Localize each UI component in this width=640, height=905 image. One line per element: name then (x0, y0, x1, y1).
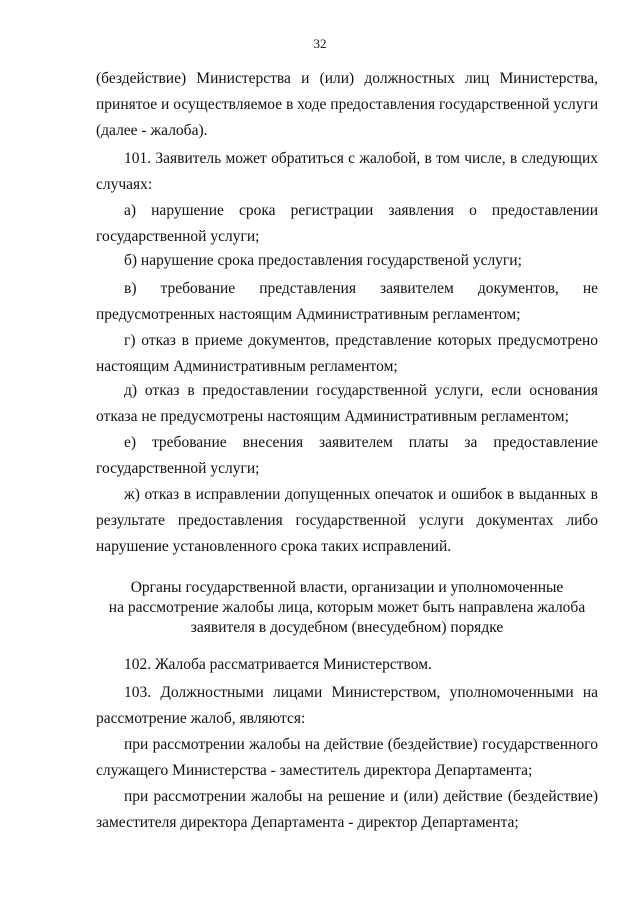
paragraph-101 (96, 146, 598, 198)
list-item-v (96, 276, 598, 328)
text-line: а) нарушение срока регистрации заявления о предоставлении (124, 202, 598, 219)
text-line: при рассмотрении жалобы на действие (бездействие) государственного (124, 736, 598, 753)
text-line: 102. Жалоба рассматривается Министерством. (124, 656, 432, 673)
list-item-g (96, 328, 598, 380)
text-line: нарушение установленного срока таких исправлений. (96, 538, 452, 555)
heading-line: заявителя в досудебном (внесудебном) порядке (190, 619, 504, 636)
text-line: б) нарушение срока предоставления государственой услуги; (124, 252, 522, 269)
text-line: случаях: (96, 176, 153, 193)
text-line: принятое и осуществляемое в ходе предоставления государственной услуги (96, 96, 599, 113)
text-line: государственной услуги; (96, 228, 260, 245)
text-line: настоящим Административным регламентом; (96, 358, 398, 375)
list-item-zh (96, 482, 598, 560)
text-line: д) отказ в предоставлении государственной услуги, если основания (124, 382, 598, 399)
text-line: отказа не предусмотрены настоящим Административным регламентом; (96, 408, 569, 425)
paragraph-102 (96, 652, 598, 678)
section-heading (96, 578, 598, 638)
text-line: г) отказ в приеме документов, представление которых предусмотрено (124, 332, 598, 349)
text-line: результате предоставления государственной услуги документах либо (96, 512, 598, 529)
list-item-e (96, 430, 598, 482)
text-line: ж) отказ в исправлении допущенных опечаток и ошибок в выданных в (124, 486, 598, 503)
page-number: 32 (313, 36, 327, 51)
text-line: (бездействие) Министерства и (или) должностных лиц Министерства, (96, 70, 598, 87)
text-line: заместителя директора Департамента - директор Департамента; (96, 814, 519, 831)
text-line: предусмотренных настоящим Административным регламентом; (96, 306, 521, 323)
paragraph-continuation (96, 66, 598, 144)
heading-line: на рассмотрение жалобы лица, которым может быть направлена жалоба (108, 599, 586, 616)
text-line: 101. Заявитель может обратиться с жалобой, в том числе, в следующих (124, 150, 598, 167)
text-line: рассмотрение жалоб, являются: (96, 710, 306, 727)
text-line: государственной услуги; (96, 460, 260, 477)
heading-line: Органы государственной власти, организации и уполномоченные (130, 579, 564, 596)
paragraph-review-2 (96, 784, 598, 836)
paragraph-review-1 (96, 732, 598, 784)
text-line: в) требование представления заявителем документов, не (124, 280, 598, 297)
list-item-a (96, 198, 598, 250)
text-line: (далее - жалоба). (96, 122, 208, 139)
text-line: е) требование внесения заявителем платы за предоставление (124, 434, 598, 451)
text-line: при рассмотрении жалобы на решение и (или) действие (бездействие) (124, 788, 598, 805)
text-line: служащего Министерства - заместитель директора Департамента; (96, 762, 533, 779)
list-item-d (96, 378, 598, 430)
paragraph-103 (96, 680, 598, 732)
text-line: 103. Должностными лицами Министерством, уполномоченными на (124, 684, 598, 701)
list-item-b (96, 248, 598, 274)
